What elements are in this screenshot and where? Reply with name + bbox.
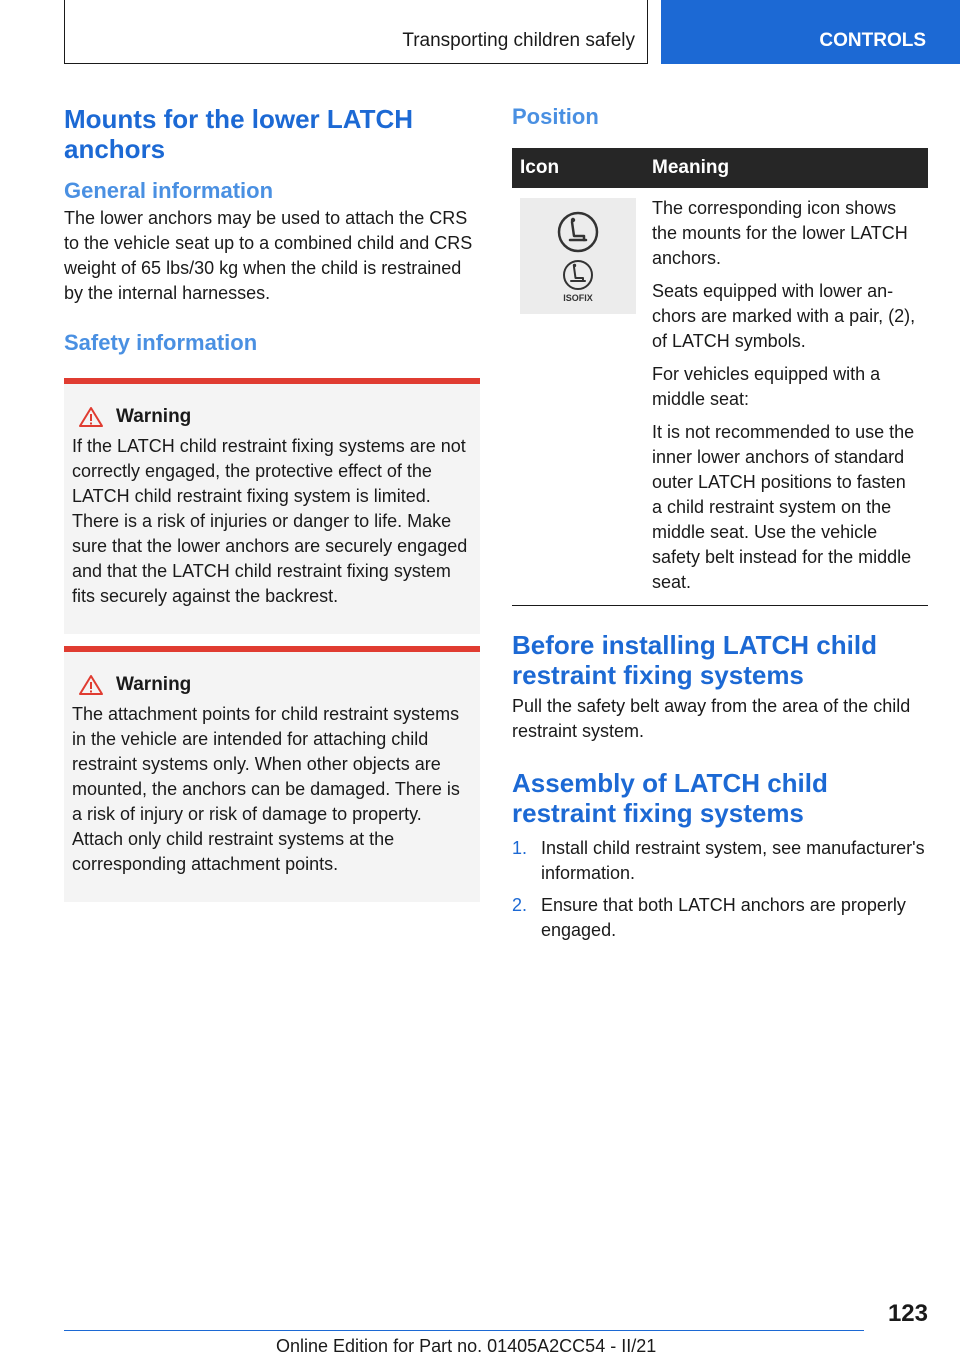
assembly-steps-list — [512, 836, 928, 943]
general-info-text: The lower anchors may be used to attach the CRS to the vehicle seat up to a combined child and CRS weight of 65 lbs/30 kg when the child is restrained by the internal harnesses. — [64, 208, 473, 303]
list-item — [512, 836, 928, 886]
before-installing-heading: Before installing LATCH child restraint fixing systems — [512, 630, 877, 690]
position-heading: Position — [512, 104, 599, 129]
step-number: 1. — [512, 838, 528, 858]
warning-box-2 — [64, 646, 480, 902]
general-info-heading: General information — [64, 178, 274, 203]
warning-box-1 — [64, 378, 480, 634]
isofix-label: ISOFIX — [563, 292, 593, 303]
before-installing-text: Pull the safety belt away from the area of the child restraint system. — [512, 696, 911, 741]
warning-title: Warning — [116, 674, 192, 695]
position-table — [512, 148, 928, 606]
footer-divider — [64, 1330, 864, 1331]
step-text: Install child restraint system, see manufacturer's information. — [541, 838, 925, 883]
safety-info-heading: Safety information — [64, 330, 258, 355]
warning-text: The attachment points for child restraint systems in the vehicle are intended for attaching child restraint systems only. When other objects are mounted, the anchors can be damaged. There is a risk of injury or risk of damage to property. Attach only child restraint systems at the corresponding attachment points. — [72, 704, 460, 874]
chapter-title: Transporting children safely — [402, 30, 635, 51]
warning-text: If the LATCH child restraint fixing systems are not correctly engaged, the protective effect of the LATCH child restraint fixing system is limited. There is a risk of injuries or danger to life. Make sure that the lower anchors are securely engaged and that the LATCH child restraint fixing system fits securely against the backrest. — [72, 436, 468, 606]
left-column — [64, 100, 480, 902]
step-text: Ensure that both LATCH anchors are properly engaged. — [541, 895, 906, 940]
warning-triangle-icon — [78, 674, 104, 696]
page-number: 123 — [887, 1300, 928, 1327]
step-number: 2. — [512, 895, 528, 915]
main-heading: Mounts for the lower LATCH anchors — [64, 104, 414, 164]
header-section-tab[interactable] — [661, 0, 960, 64]
table-header-icon: Icon — [512, 148, 644, 188]
warning-triangle-icon — [78, 406, 104, 428]
section-label: CONTROLS — [819, 30, 926, 51]
list-item — [512, 893, 928, 943]
meaning-text: It is not recommended to use the inner lower anchors of standard outer LATCH positions to fasten a child restraint system on the middle seat. Use the vehicle safety belt instead for the middle seat. — [652, 422, 915, 592]
warning-title: Warning — [116, 406, 192, 427]
table-row — [512, 188, 928, 606]
isofix-seat-icon — [561, 258, 595, 292]
meaning-text: The corresponding icon shows the mounts for the lower LATCH anchors. — [652, 198, 908, 268]
meaning-text: Seats equipped with lower anchors are marked with a pair, (2), of LATCH symbols. — [652, 281, 916, 351]
edition-text: Online Edition for Part no. 01405A2CC54 - II/21 — [276, 1336, 657, 1356]
latch-icon-image — [520, 198, 636, 314]
table-header-meaning: Meaning — [644, 148, 928, 188]
right-column — [512, 100, 928, 950]
header-chapter-box — [64, 0, 648, 64]
assembly-heading: Assembly of LATCH child restraint fixing systems — [512, 768, 828, 828]
child-seat-anchor-icon — [556, 210, 600, 254]
meaning-text: For vehicles equipped with a middle seat: — [652, 364, 881, 409]
